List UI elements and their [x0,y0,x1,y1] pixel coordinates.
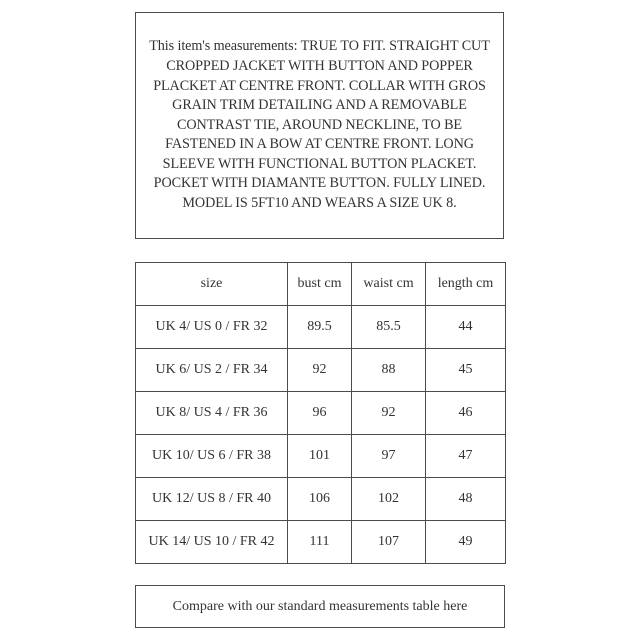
table-row [136,349,506,392]
table-header-row [136,263,506,306]
measurements-description: This item's measurements: TRUE TO FIT. STRAIGHT CUT CROPPED JACKET WITH BUTTON AND POPPER PLACKET AT CENTRE FRONT. COLLAR WITH GROS GRAIN TRIM DETAILING AND A REMOVABLE CONTRAST TIE, AROUND NECKLINE, TO BE FASTENED IN A BOW AT CENTRE FRONT. LONG SLEEVE WITH FUNCTIONAL BUTTON PLACKET. POCKET WITH DIAMANTE BUTTON. FULLY LINED. MODEL IS 5FT10 AND WEARS A SIZE UK 8. [149,38,490,212]
cell-bust: 106 [288,478,352,521]
header-length: length cm [426,263,506,306]
cell-bust: 111 [288,521,352,564]
cell-length: 45 [426,349,506,392]
header-waist: waist cm [352,263,426,306]
cell-waist: 92 [352,392,426,435]
header-bust: bust cm [288,263,352,306]
table-row [136,478,506,521]
cell-bust: 101 [288,435,352,478]
cell-bust: 92 [288,349,352,392]
table-row [136,392,506,435]
measurements-description-box [135,12,504,239]
table-row [136,435,506,478]
cell-waist: 102 [352,478,426,521]
cell-waist: 107 [352,521,426,564]
cell-size: UK 10/ US 6 / FR 38 [136,435,288,478]
compare-measurements-label: Compare with our standard measurements table here [172,598,468,614]
header-size: size [136,263,288,306]
table-row [136,521,506,564]
cell-size: UK 6/ US 2 / FR 34 [136,349,288,392]
cell-bust: 89.5 [288,306,352,349]
cell-length: 46 [426,392,506,435]
cell-size: UK 12/ US 8 / FR 40 [136,478,288,521]
cell-waist: 97 [352,435,426,478]
cell-length: 48 [426,478,506,521]
size-chart-table [135,262,506,564]
cell-waist: 88 [352,349,426,392]
cell-length: 49 [426,521,506,564]
table-row [136,306,506,349]
cell-size: UK 14/ US 10 / FR 42 [136,521,288,564]
cell-length: 47 [426,435,506,478]
cell-size: UK 8/ US 4 / FR 36 [136,392,288,435]
cell-bust: 96 [288,392,352,435]
cell-waist: 85.5 [352,306,426,349]
compare-measurements-link[interactable] [135,585,505,628]
cell-size: UK 4/ US 0 / FR 32 [136,306,288,349]
cell-length: 44 [426,306,506,349]
